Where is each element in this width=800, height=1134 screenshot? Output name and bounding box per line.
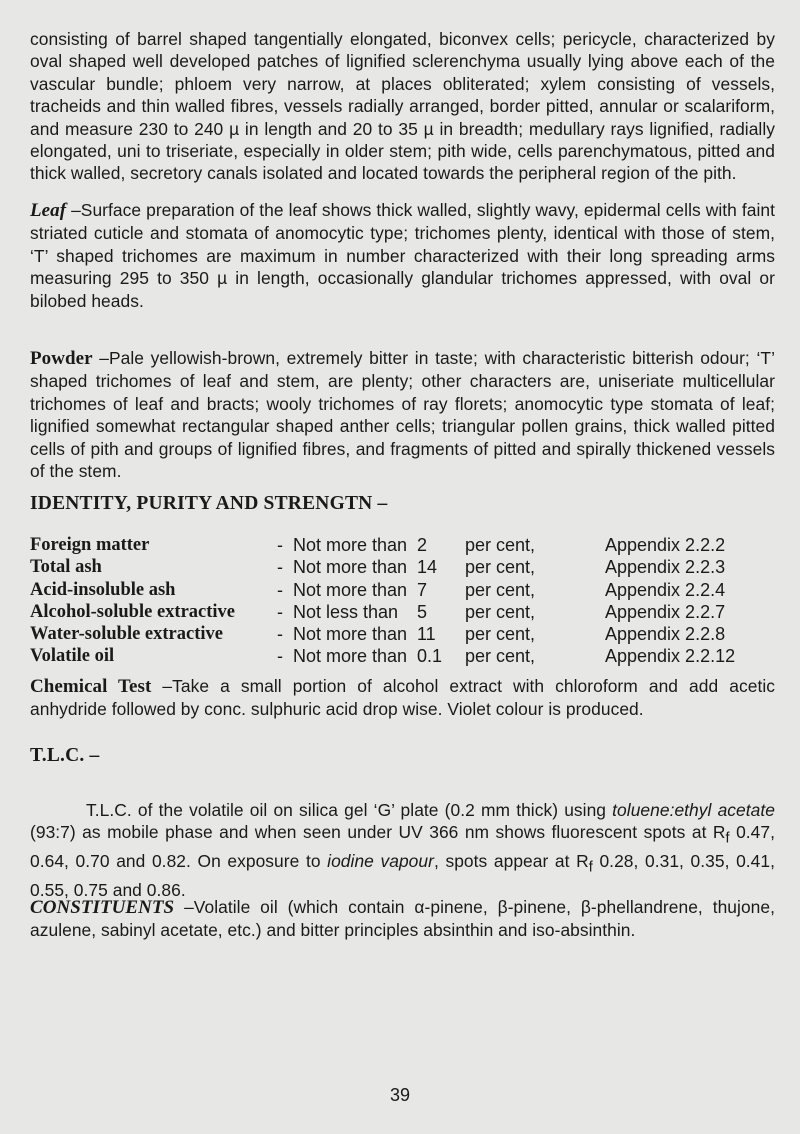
identity-param-cell: Foreign matter [30,535,150,555]
identity-ref-cell: Appendix 2.2.4 [605,579,726,600]
identity-limit-cell: Not more than [293,557,408,578]
identity-value-cell: 0.1 [417,646,443,667]
identity-row [30,534,775,556]
identity-value-cell: 5 [417,601,428,622]
identity-limit-cell: Not more than [293,646,408,667]
identity-param-cell: Volatile oil [30,646,115,667]
identity-row [30,645,775,667]
identity-param-cell: Alcohol-soluble extractive [30,601,235,622]
identity-unit-cell: per cent, [465,624,536,645]
tlc-paragraph [30,799,775,902]
identity-dash-cell: - [277,557,283,578]
identity-table-body [30,534,775,668]
chemical-test-heading: Chemical Test [30,676,152,697]
identity-row [30,601,775,623]
identity-row [30,579,775,601]
identity-limit-cell: Not more than [293,535,408,555]
tlc-text-1: T.L.C. of the volatile oil on silica gel ‘G’ plate (0.2 mm thick) using [86,800,613,820]
leaf-heading: Leaf [30,200,67,221]
identity-unit-cell: per cent, [465,646,536,667]
powder-text: –Pale yellowish-brown, extremely bitter in taste; with characteristic bitterish odour; ‘T’ shaped trichomes of leaf and stem, are plenty; other characters are, uniseriate multicellular trichomes of leaf and bracts; wooly trichomes of ray florets; anomocytic type stomata of leaf; lignified somewhat rectangular shaped anther cells; triangular pollen grains, thick walled pitted cells of pith and groups of lignified fibres, and fragments of pitted and spirally thickened vessels of the stem. [30,348,775,482]
identity-ref-cell: Appendix 2.2.3 [605,557,726,578]
identity-ref-cell: Appendix 2.2.7 [605,601,726,622]
chemical-test-paragraph [30,675,775,721]
identity-ref-cell: Appendix 2.2.12 [605,646,736,667]
constituents-text: –Volatile oil (which contain α-pinene, β-pinene, β-phellandrene, thujone, azulene, sabinyl acetate, etc.) and bitter principles absinthin and iso-absinthin. [30,897,775,941]
identity-limit-cell: Not less than [293,601,399,622]
identity-value-cell: 7 [417,579,428,600]
identity-table [30,534,775,668]
tlc-reagent: iodine vapour [327,851,434,872]
identity-value-cell: 14 [417,557,438,578]
identity-dash-cell: - [277,579,283,600]
identity-value-cell: 2 [417,535,428,555]
identity-value-cell: 11 [417,624,436,645]
identity-dash-cell: - [277,624,283,645]
identity-param-cell: Water-soluble extractive [30,624,223,645]
identity-ref-cell: Appendix 2.2.2 [605,535,726,555]
identity-limit-cell: Not more than [293,579,408,600]
stem-description-text: consisting of barrel shaped tangentially elongated, biconvex cells; pericycle, characterized by oval shaped well developed patches of lignified sclerenchyma usually lying above each of the vascular bundle; phloem very narrow, at places obliterated; xylem consisting of vessels, tracheids and thin walled fibres, vessels radially arranged, border pitted, annular or scalariform, and measure 230 to 240 µ in length and 20 to 35 µ in breadth; medullary rays lignified, radially elongated, uni to triseriate, especially in older stem; pith wide, cells parenchymatous, pitted and thick walled, secretory canals isolated and located towards the peripheral region of the pith. [30,29,775,184]
tlc-solvent: toluene:ethyl acetate [612,800,775,820]
powder-paragraph [30,347,775,482]
tlc-heading: T.L.C. – [30,745,100,766]
identity-limit-cell: Not more than [293,624,408,645]
leaf-paragraph [30,199,775,312]
tlc-subscript-1: f [725,830,730,847]
tlc-text-2: (93:7) as mobile phase and when seen under UV 366 nm shows fluorescent spots at R [30,822,726,843]
identity-row [30,556,775,578]
identity-unit-cell: per cent, [465,601,536,622]
tlc-text-5: 0.28, 0.31, 0.35, 0.41, 0.55, 0.75 and 0.86. [30,851,775,901]
tlc-text-3: 0.47, 0.64, 0.70 and 0.82. On exposure to [30,822,776,872]
leaf-text: –Surface preparation of the leaf shows thick walled, slightly wavy, epidermal cells with faint striated cuticle and stomata of anomocytic type; trichomes plenty, identical with those of stem, ‘T’ shaped trichomes are maximum in number characterized with their long spreading arms measuring 295 to 350 µ in length, occasionally glandular trichomes appressed, with oval or bilobed heads. [30,200,775,311]
identity-param-cell: Total ash [30,557,102,578]
tlc-subscript-2: f [588,859,593,876]
identity-ref-cell: Appendix 2.2.8 [605,624,726,645]
identity-unit-cell: per cent, [465,557,536,578]
powder-heading: Powder [30,348,93,369]
identity-param-cell: Acid-insoluble ash [30,579,176,600]
identity-dash-cell: - [277,601,283,622]
constituents-paragraph [30,896,775,942]
identity-unit-cell: per cent, [465,535,536,555]
constituents-heading: CONSTITUENTS [30,897,175,918]
tlc-text-4: , spots appear at R [433,851,589,872]
page-number: 39 [389,1085,411,1105]
stem-description-paragraph [30,28,775,185]
identity-row [30,623,775,645]
chemical-test-text: –Take a small portion of alcohol extract with chloroform and add acetic anhydride followed by conc. sulphuric acid drop wise. Violet colour is produced. [30,676,775,720]
identity-dash-cell: - [277,535,283,555]
identity-heading: IDENTITY, PURITY AND STRENGTN – [30,493,388,514]
identity-dash-cell: - [277,646,283,667]
identity-unit-cell: per cent, [465,579,536,600]
